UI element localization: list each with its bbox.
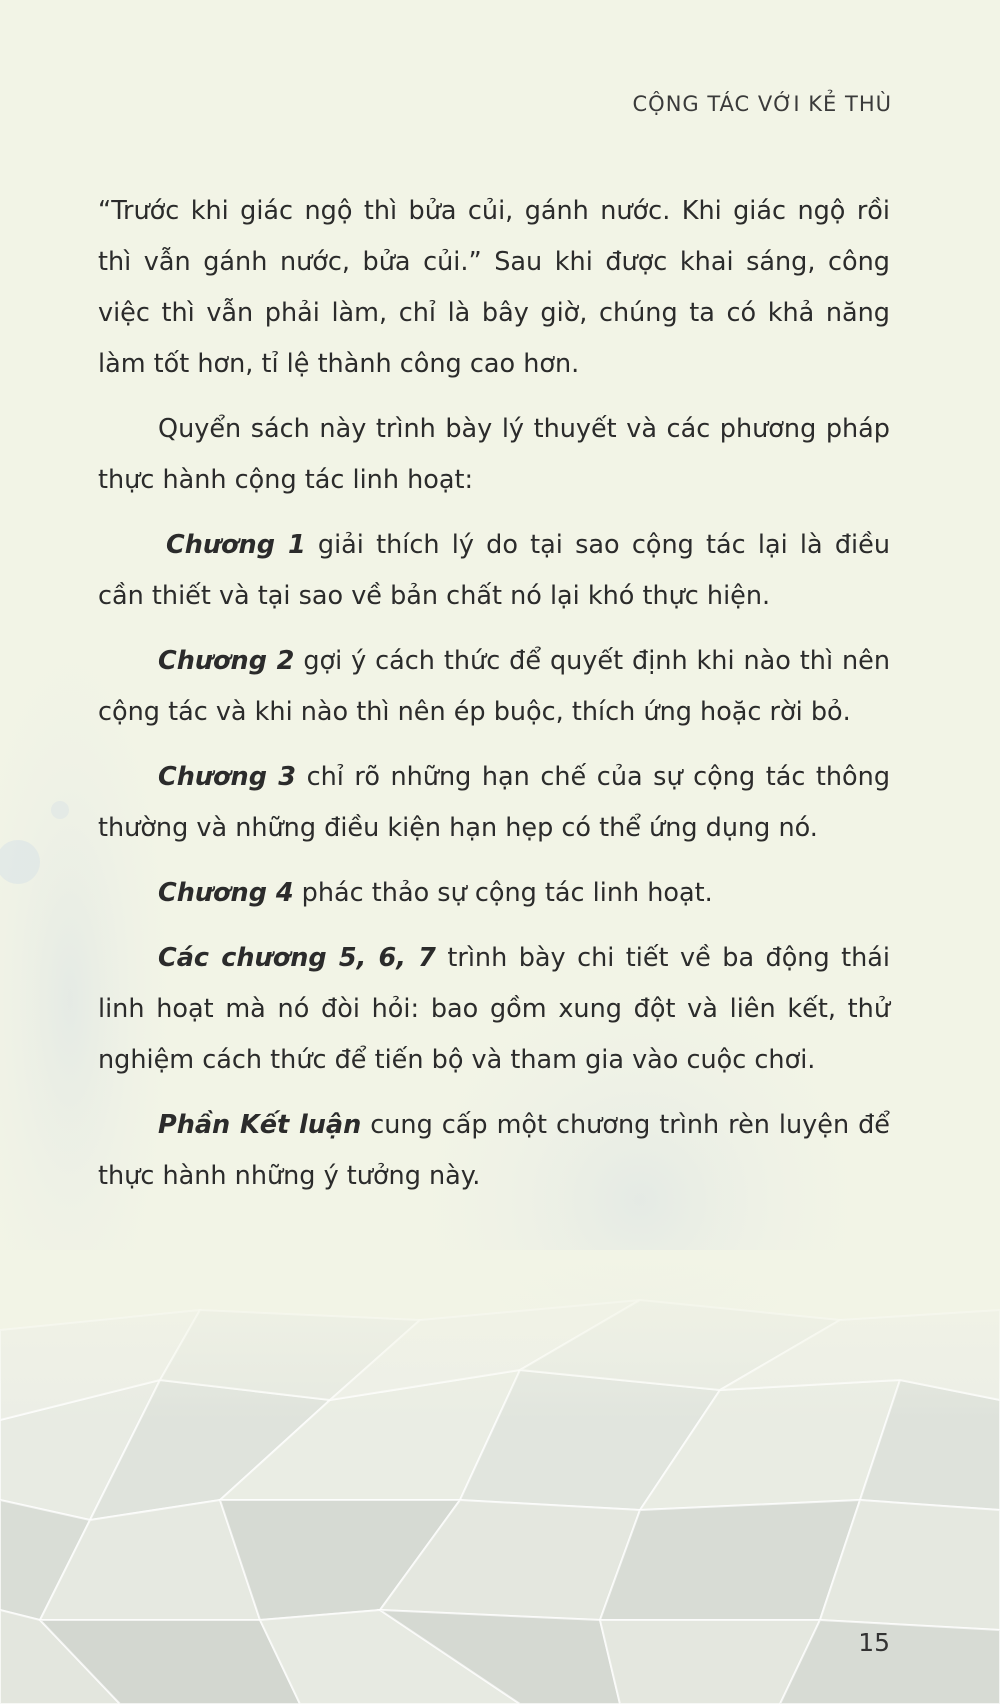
- paragraph-intro: Quyển sách này trình bày lý thuyết và các phương pháp thực hành cộng tác linh hoạt:: [98, 414, 890, 495]
- paragraph-chapter-2: [98, 636, 890, 738]
- conclusion-label: Phần Kết luận: [158, 1110, 362, 1140]
- chapter-3-label: Chương 3: [158, 762, 297, 792]
- chapter-2-text: gợi ý cách thức để quyết định khi nào thì nên cộng tác và khi nào thì nên ép buộc, thích ứng hoặc rời bỏ.: [98, 646, 890, 727]
- body-text: [98, 186, 890, 1216]
- chapters-5-6-7-label: Các chương 5, 6, 7: [158, 943, 436, 973]
- chapter-3-text: chỉ rõ những hạn chế của sự cộng tác thông thường và những điều kiện hạn hẹp có thể ứng dụng nó.: [98, 762, 890, 843]
- paragraph-conclusion: [98, 1100, 890, 1202]
- page-number: 15: [858, 1628, 890, 1657]
- faint-dot-small: [51, 801, 69, 819]
- conclusion-text: cung cấp một chương trình rèn luyện để thực hành những ý tưởng này.: [98, 1110, 890, 1191]
- chapter-4-label: Chương 4: [158, 878, 294, 908]
- chapter-4-text: phác thảo sự cộng tác linh hoạt.: [293, 878, 713, 908]
- chapter-1-label: Chương 1: [166, 530, 306, 560]
- paragraph-chapter-1: [98, 520, 890, 622]
- paragraph-chapters-5-6-7: [98, 933, 890, 1086]
- chapters-5-6-7-text: trình bày chi tiết về ba động thái linh hoạt mà nó đòi hỏi: bao gồm xung đột và liên kết, thử nghiệm cách thức để tiến bộ và tham gia vào cuộc chơi.: [98, 943, 890, 1075]
- paragraph-chapter-4: [98, 868, 890, 919]
- chapter-2-label: Chương 2: [158, 646, 295, 676]
- chapter-1-text: giải thích lý do tại sao cộng tác lại là điều cần thiết và tại sao về bản chất nó lại khó thực hiện.: [98, 530, 890, 611]
- paragraph-quote: “Trước khi giác ngộ thì bửa củi, gánh nước. Khi giác ngộ rồi thì vẫn gánh nước, bửa củi.” Sau khi được khai sáng, công việc thì vẫn phải làm, chỉ là bây giờ, chúng ta có khả năng làm tốt hơn, tỉ lệ thành công cao hơn.: [98, 196, 890, 379]
- running-header: CỘNG TÁC VỚI KẺ THÙ: [632, 92, 892, 116]
- paragraph-chapter-3: [98, 752, 890, 854]
